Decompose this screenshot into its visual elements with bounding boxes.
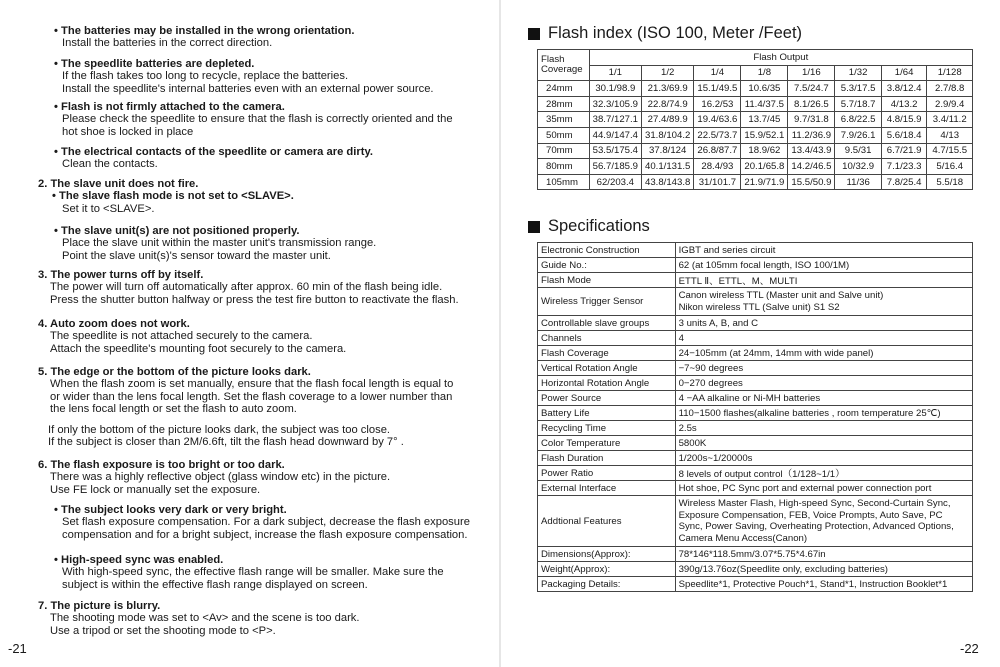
troubleshoot-block bbox=[54, 146, 373, 171]
troubleshoot-line: the lens focal length or set the flash to auto zoom. bbox=[50, 403, 297, 416]
guide-number-cell: 13.7/45 bbox=[741, 112, 788, 128]
troubleshoot-line: The shooting mode was set to <Av> and the scene is too dark. bbox=[50, 612, 360, 625]
guide-number-cell: 62/203.4 bbox=[589, 174, 641, 190]
guide-number-cell: 3.4/11.2 bbox=[927, 112, 973, 128]
table-row bbox=[538, 406, 973, 421]
table-row bbox=[538, 451, 973, 466]
table-row bbox=[538, 331, 973, 346]
flash-output-header: Flash Output bbox=[589, 50, 972, 66]
spec-key: Power Ratio bbox=[538, 466, 676, 481]
guide-number-cell: 16.2/53 bbox=[694, 96, 741, 112]
guide-number-cell: 15.1/49.5 bbox=[694, 81, 741, 97]
spec-key: Channels bbox=[538, 331, 676, 346]
table-row bbox=[538, 496, 973, 547]
spec-value bbox=[675, 331, 972, 346]
spec-value bbox=[675, 243, 972, 258]
table-row bbox=[538, 143, 973, 159]
table-row bbox=[538, 127, 973, 143]
spec-value bbox=[675, 273, 972, 288]
guide-number-cell: 7.9/26.1 bbox=[835, 127, 881, 143]
spec-value-line: 110−1500 flashes(alkaline batteries , room temperature 25℃) bbox=[678, 407, 941, 419]
troubleshoot-heading: • The electrical contacts of the speedlite or camera are dirty. bbox=[54, 146, 373, 158]
guide-number-cell: 22.5/73.7 bbox=[694, 127, 741, 143]
troubleshoot-heading: • High-speed sync was enabled. bbox=[54, 554, 224, 566]
troubleshoot-block bbox=[54, 25, 354, 50]
guide-number-cell: 11.4/37.5 bbox=[741, 96, 788, 112]
spec-value bbox=[675, 346, 972, 361]
spec-value-line: 8 levels of output control（1/128~1/1） bbox=[678, 469, 845, 480]
corner-label-line: Flash bbox=[541, 54, 565, 66]
spec-value-line: Exposure Compensation, FEB, Voice Prompts, Auto Save, PC bbox=[678, 509, 943, 521]
troubleshoot-line: compensation and for a bright subject, increase the flash exposure compensation. bbox=[62, 528, 468, 541]
flash-coverage-header bbox=[538, 50, 590, 81]
troubleshoot-line: Clean the contacts. bbox=[62, 158, 158, 171]
spec-value-line: 0−270 degrees bbox=[678, 377, 743, 389]
coverage-cell: 80mm bbox=[538, 159, 590, 175]
guide-number-cell: 26.8/87.7 bbox=[694, 143, 741, 159]
troubleshoot-line: When the flash zoom is set manually, ensure that the flash focal length is equal to bbox=[50, 378, 454, 391]
guide-number-cell: 19.4/63.6 bbox=[694, 112, 741, 128]
guide-number-cell: 40.1/131.5 bbox=[642, 159, 694, 175]
table-row bbox=[538, 174, 973, 190]
spec-value-line: 78*146*118.5mm/3.07*5.75*4.67in bbox=[678, 548, 826, 560]
troubleshoot-block bbox=[54, 58, 434, 95]
spec-value bbox=[675, 316, 972, 331]
spec-value bbox=[675, 451, 972, 466]
flash-index-table bbox=[537, 49, 973, 190]
guide-number-cell: 37.8/124 bbox=[642, 143, 694, 159]
spec-key: Power Source bbox=[538, 391, 676, 406]
guide-number-cell: 15.9/52.1 bbox=[741, 127, 788, 143]
spec-key: Addtional Features bbox=[538, 496, 676, 547]
table-row bbox=[538, 316, 973, 331]
guide-number-cell: 2.7/8.8 bbox=[927, 81, 973, 97]
spec-key: Guide No.: bbox=[538, 258, 676, 273]
table-row bbox=[538, 577, 973, 592]
troubleshoot-line: Set flash exposure compensation. For a dark subject, decrease the flash exposure bbox=[62, 516, 470, 529]
guide-number-cell: 22.8/74.9 bbox=[642, 96, 694, 112]
guide-number-cell: 5.6/18.4 bbox=[881, 127, 927, 143]
spec-value-line: 24−105mm (at 24mm, 14mm with wide panel) bbox=[678, 347, 874, 359]
troubleshoot-line: Attach the speedlite's mounting foot securely to the camera. bbox=[50, 342, 347, 355]
troubleshoot-line: With high-speed sync, the effective flash range will be smaller. Make sure the bbox=[62, 566, 444, 579]
spec-value-line: Sync, Power Saving, Overheating Protection, Advanced Options, bbox=[678, 521, 954, 532]
power-column-header: 1/8 bbox=[741, 65, 788, 81]
table-row bbox=[538, 376, 973, 391]
spec-key: Battery Life bbox=[538, 406, 676, 421]
troubleshoot-block bbox=[54, 101, 453, 138]
guide-number-cell: 10.6/35 bbox=[741, 81, 788, 97]
specifications-table bbox=[537, 242, 973, 592]
guide-number-cell: 7.1/23.3 bbox=[881, 159, 927, 175]
spec-key: Weight(Approx): bbox=[538, 562, 676, 577]
spec-value-line: −7~90 degrees bbox=[678, 362, 744, 374]
guide-number-cell: 7.8/25.4 bbox=[881, 174, 927, 190]
spec-value-line: 390g/13.76oz(Speedlite only, excluding batteries) bbox=[678, 563, 889, 575]
troubleshoot-line: If the subject is closer than 2M/6.6ft, tilt the flash head downward by 7° . bbox=[48, 436, 404, 449]
spec-value bbox=[675, 496, 972, 547]
flash-index-title bbox=[528, 24, 802, 43]
troubleshoot-block bbox=[38, 318, 346, 355]
spec-value bbox=[675, 436, 972, 451]
spec-value-line: Camera Menu Access(Canon) bbox=[678, 532, 808, 544]
troubleshoot-line: The power will turn off automatically after approx. 60 min of the flash being idle. bbox=[50, 281, 443, 294]
troubleshoot-line: Place the slave unit within the master unit's transmission range. bbox=[62, 237, 377, 250]
troubleshoot-line: Set it to <SLAVE>. bbox=[62, 202, 155, 215]
guide-number-cell: 4.8/15.9 bbox=[881, 112, 927, 128]
guide-number-cell: 10/32.9 bbox=[835, 159, 881, 175]
section-marker-icon bbox=[528, 221, 540, 233]
guide-number-cell: 15.5/50.9 bbox=[788, 174, 835, 190]
troubleshoot-heading: • The batteries may be installed in the wrong orientation. bbox=[54, 25, 355, 37]
troubleshoot-line: or wider than the lens focal length. Set the flash coverage to a lower number than bbox=[50, 390, 453, 403]
guide-number-cell: 5/16.4 bbox=[927, 159, 973, 175]
guide-number-cell: 32.3/105.9 bbox=[589, 96, 641, 112]
guide-number-cell: 21.3/69.9 bbox=[642, 81, 694, 97]
guide-number-cell: 31/101.7 bbox=[694, 174, 741, 190]
coverage-cell: 70mm bbox=[538, 143, 590, 159]
power-column-header: 1/16 bbox=[788, 65, 835, 81]
guide-number-cell: 20.1/65.8 bbox=[741, 159, 788, 175]
spec-value-line: 3 units A, B, and C bbox=[678, 317, 759, 329]
coverage-cell: 50mm bbox=[538, 127, 590, 143]
table-row bbox=[538, 481, 973, 496]
guide-number-cell: 43.8/143.8 bbox=[642, 174, 694, 190]
guide-number-cell: 21.9/71.9 bbox=[741, 174, 788, 190]
troubleshoot-line: If only the bottom of the picture looks dark, the subject was too close. bbox=[48, 424, 391, 436]
troubleshoot-line: Use FE lock or manually set the exposure. bbox=[50, 483, 261, 496]
troubleshoot-block bbox=[38, 366, 453, 416]
guide-number-cell: 5.5/18 bbox=[927, 174, 973, 190]
troubleshoot-block bbox=[48, 424, 404, 449]
spec-value-line: 2.5s bbox=[678, 422, 697, 434]
spec-key: Recycling Time bbox=[538, 421, 676, 436]
guide-number-cell: 9.5/31 bbox=[835, 143, 881, 159]
troubleshoot-line: Press the shutter button halfway or press the test fire button to reactivate the flash. bbox=[50, 293, 459, 306]
spec-key: Vertical Rotation Angle bbox=[538, 361, 676, 376]
troubleshoot-line: The speedlite is not attached securely to the camera. bbox=[50, 330, 313, 343]
guide-number-cell: 4/13 bbox=[927, 127, 973, 143]
table-row bbox=[538, 258, 973, 273]
table-row bbox=[538, 243, 973, 258]
guide-number-cell: 30.1/98.9 bbox=[589, 81, 641, 97]
guide-number-cell: 3.8/12.4 bbox=[881, 81, 927, 97]
troubleshoot-block bbox=[38, 600, 360, 637]
troubleshoot-block bbox=[38, 269, 459, 306]
guide-number-cell: 7.5/24.7 bbox=[788, 81, 835, 97]
spec-value bbox=[675, 547, 972, 562]
table-row bbox=[538, 421, 973, 436]
section-marker-icon bbox=[528, 28, 540, 40]
guide-number-cell: 5.7/18.7 bbox=[835, 96, 881, 112]
spec-value bbox=[675, 288, 972, 316]
table-row bbox=[538, 436, 973, 451]
troubleshoot-heading: 6. The flash exposure is too bright or too dark. bbox=[38, 459, 285, 471]
page-number-right: -22 bbox=[960, 641, 979, 656]
spec-key: Controllable slave groups bbox=[538, 316, 676, 331]
troubleshoot-heading: • The slave unit(s) are not positioned properly. bbox=[54, 225, 300, 237]
guide-number-cell: 2.9/9.4 bbox=[927, 96, 973, 112]
troubleshoot-heading: 7. The picture is blurry. bbox=[38, 600, 161, 612]
table-row bbox=[538, 273, 973, 288]
page-number-left: -21 bbox=[8, 641, 27, 656]
guide-number-cell: 6.8/22.5 bbox=[835, 112, 881, 128]
table-row bbox=[538, 346, 973, 361]
spec-value-line: 62 (at 105mm focal length, ISO 100/1M) bbox=[678, 259, 850, 271]
troubleshoot-line: Install the batteries in the correct direction. bbox=[62, 37, 273, 50]
guide-number-cell: 11/36 bbox=[835, 174, 881, 190]
table-row bbox=[538, 96, 973, 112]
table-row bbox=[538, 391, 973, 406]
troubleshoot-block bbox=[54, 554, 444, 591]
spec-value-line: 4 bbox=[678, 332, 684, 344]
table-row bbox=[538, 562, 973, 577]
troubleshoot-heading: 3. The power turns off by itself. bbox=[38, 269, 204, 281]
guide-number-cell: 6.7/21.9 bbox=[881, 143, 927, 159]
guide-number-cell: 13.4/43.9 bbox=[788, 143, 835, 159]
table-row bbox=[538, 288, 973, 316]
guide-number-cell: 4.7/15.5 bbox=[927, 143, 973, 159]
guide-number-cell: 56.7/185.9 bbox=[589, 159, 641, 175]
spec-key: Flash Duration bbox=[538, 451, 676, 466]
spec-value-line: Canon wireless TTL (Master unit and Salve unit) bbox=[678, 290, 884, 301]
specifications-title-text: Specifications bbox=[548, 217, 650, 235]
flash-table-columns-row bbox=[538, 65, 973, 81]
corner-label-line: Coverage bbox=[541, 64, 583, 76]
spec-key: Horizontal Rotation Angle bbox=[538, 376, 676, 391]
spec-key: Dimensions(Approx): bbox=[538, 547, 676, 562]
troubleshoot-line: subject is within the effective flash range displayed on screen. bbox=[62, 578, 368, 591]
spec-value bbox=[675, 258, 972, 273]
spec-value bbox=[675, 562, 972, 577]
spec-value bbox=[675, 376, 972, 391]
spec-value bbox=[675, 577, 972, 592]
spec-value-line: Hot shoe, PC Sync port and external power connection port bbox=[678, 482, 932, 494]
troubleshoot-line: If the flash takes too long to recycle, replace the batteries. bbox=[62, 70, 349, 83]
spec-value bbox=[675, 391, 972, 406]
guide-number-cell: 11.2/36.9 bbox=[788, 127, 835, 143]
troubleshoot-block bbox=[54, 504, 470, 541]
spec-key: Wireless Trigger Sensor bbox=[538, 288, 676, 316]
troubleshoot-heading: • The speedlite batteries are depleted. bbox=[54, 58, 255, 70]
troubleshoot-line: Install the speedlite's internal batteries even with an external power source. bbox=[62, 82, 434, 95]
troubleshoot-heading: • The subject looks very dark or very bright. bbox=[54, 504, 287, 516]
coverage-cell: 24mm bbox=[538, 81, 590, 97]
spec-value-line: Wireless Master Flash, High-speed Sync, Second-Curtain Sync, bbox=[678, 498, 951, 509]
spec-key: External Interface bbox=[538, 481, 676, 496]
guide-number-cell: 8.1/26.5 bbox=[788, 96, 835, 112]
power-column-header: 1/2 bbox=[642, 65, 694, 81]
spec-value bbox=[675, 406, 972, 421]
spec-value-line: IGBT and series circuit bbox=[678, 244, 776, 256]
troubleshoot-heading: • Flash is not firmly attached to the camera. bbox=[54, 101, 285, 113]
spec-value bbox=[675, 466, 972, 481]
coverage-cell: 28mm bbox=[538, 96, 590, 112]
spec-value bbox=[675, 361, 972, 376]
guide-number-cell: 28.4/93 bbox=[694, 159, 741, 175]
spec-value bbox=[675, 481, 972, 496]
troubleshoot-line: Use a tripod or set the shooting mode to <P>. bbox=[50, 624, 276, 637]
table-row bbox=[538, 81, 973, 97]
guide-number-cell: 9.7/31.8 bbox=[788, 112, 835, 128]
spec-value-line: Nikon wireless TTL (Salve unit) S1 S2 bbox=[678, 301, 840, 313]
guide-number-cell: 27.4/89.9 bbox=[642, 112, 694, 128]
spec-key: Flash Coverage bbox=[538, 346, 676, 361]
guide-number-cell: 18.9/62 bbox=[741, 143, 788, 159]
spec-value-line: 4 −AA alkaline or Ni-MH batteries bbox=[678, 392, 821, 404]
table-row bbox=[538, 466, 973, 481]
power-column-header: 1/1 bbox=[589, 65, 641, 81]
troubleshoot-line: There was a highly reflective object (glass window etc) in the picture. bbox=[50, 471, 391, 484]
spec-value-line: 5800K bbox=[678, 437, 707, 449]
troubleshoot-subheading: • The slave flash mode is not set to <SLAVE>. bbox=[52, 190, 294, 203]
troubleshoot-line: Please check the speedlite to ensure that the flash is correctly oriented and the bbox=[62, 113, 453, 126]
spec-key: Electronic Construction bbox=[538, 243, 676, 258]
troubleshoot-heading: 5. The edge or the bottom of the picture looks dark. bbox=[38, 366, 311, 378]
power-column-header: 1/128 bbox=[927, 65, 973, 81]
guide-number-cell: 31.8/104.2 bbox=[642, 127, 694, 143]
guide-number-cell: 5.3/17.5 bbox=[835, 81, 881, 97]
power-column-header: 1/4 bbox=[694, 65, 741, 81]
troubleshoot-heading: 4. Auto zoom does not work. bbox=[38, 318, 190, 330]
table-row bbox=[538, 361, 973, 376]
troubleshoot-line: Point the slave unit(s)'s sensor toward the master unit. bbox=[62, 249, 331, 262]
flash-index-title-text: Flash index (ISO 100, Meter /Feet) bbox=[548, 24, 803, 42]
coverage-cell: 105mm bbox=[538, 174, 590, 190]
table-row bbox=[538, 547, 973, 562]
power-column-header: 1/32 bbox=[835, 65, 881, 81]
spec-key: Flash Mode bbox=[538, 273, 676, 288]
right-page bbox=[500, 0, 1000, 667]
guide-number-cell: 44.9/147.4 bbox=[589, 127, 641, 143]
guide-number-cell: 38.7/127.1 bbox=[589, 112, 641, 128]
specifications-title bbox=[528, 217, 650, 236]
power-column-header: 1/64 bbox=[881, 65, 927, 81]
spec-value bbox=[675, 421, 972, 436]
guide-number-cell: 14.2/46.5 bbox=[788, 159, 835, 175]
troubleshoot-line: hot shoe is locked in place bbox=[62, 125, 194, 138]
flash-table-header-row bbox=[538, 50, 973, 66]
spec-value-line: Speedlite*1, Protective Pouch*1, Stand*1, Instruction Booklet*1 bbox=[678, 578, 948, 590]
troubleshoot-block bbox=[54, 225, 376, 262]
guide-number-cell: 4/13.2 bbox=[881, 96, 927, 112]
coverage-cell: 35mm bbox=[538, 112, 590, 128]
guide-number-cell: 53.5/175.4 bbox=[589, 143, 641, 159]
troubleshoot-block bbox=[38, 459, 390, 496]
table-row bbox=[538, 159, 973, 175]
table-row bbox=[538, 112, 973, 128]
troubleshoot-block bbox=[38, 178, 294, 215]
spec-value-line: ETTL Ⅱ、ETTL、M、MULTI bbox=[678, 276, 798, 287]
spec-value-line: 1/200s~1/20000s bbox=[678, 452, 753, 464]
troubleshoot-heading: 2. The slave unit does not fire. bbox=[38, 178, 199, 190]
spec-key: Packaging Details: bbox=[538, 577, 676, 592]
spec-key: Color Temperature bbox=[538, 436, 676, 451]
